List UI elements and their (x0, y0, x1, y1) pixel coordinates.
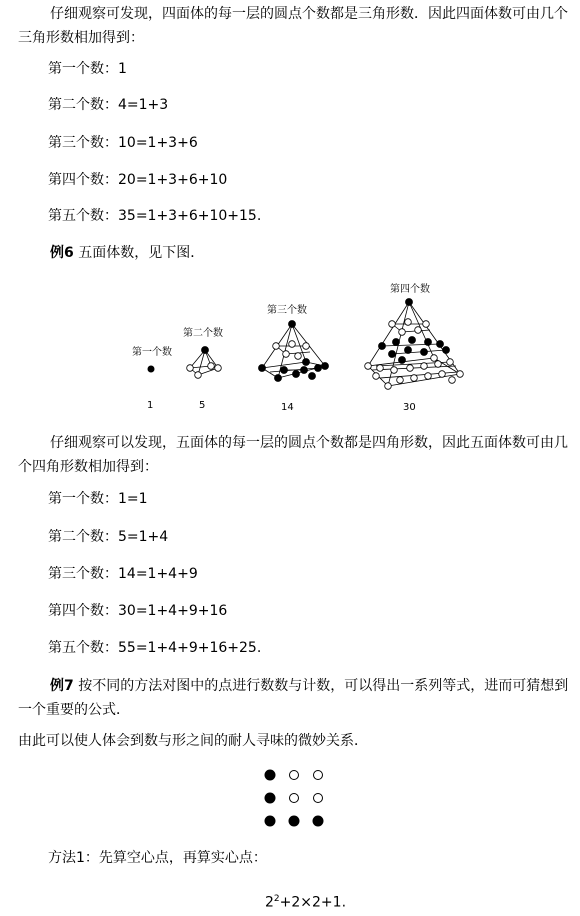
tetra-list-item-4: 第四个数：20=1+3+6+10 (48, 172, 228, 188)
pyramid-title-1: 第一个数 (132, 347, 172, 358)
pyramid3 (259, 321, 329, 382)
example6-text: 五面体数，见下图． (78, 245, 205, 261)
intro-pentahedral-paragraph: 仔细观察可以发现，五面体的每一层的圆点个数都是四角形数，因此五面体数可由几个四角形数相加得到： (18, 435, 568, 475)
pyramid-value-3: 14 (281, 402, 294, 413)
intro-tetrahedral-paragraph: 仔细观察可发现，四面体的每一层的圆点个数都是三角形数．因此四面体数可由几个三角形数相加得到： (18, 6, 568, 46)
pyramid2 (187, 347, 222, 379)
solid-dot (265, 793, 275, 803)
penta-list-item-5: 第五个数：55=1+4+9+16+25. (48, 640, 262, 656)
example6-label: 例6 (50, 245, 74, 261)
tetra-list-item-2: 第二个数：4=1+3 (48, 97, 169, 113)
dot-grid-figure (255, 762, 335, 832)
method1-label: 方法1：先算空心点，再算实心点： (48, 850, 267, 866)
pyramid-title-2: 第二个数 (183, 328, 223, 339)
example7-text: 按不同的方法对图中的点进行数数与计数，可以得出一系列等式，进而可猜想到一个重要的公式． (18, 678, 569, 718)
pyramid4 (365, 299, 464, 390)
pyramid-title-4: 第四个数 (390, 284, 430, 295)
hollow-dot (290, 794, 299, 803)
penta-list-item-1: 第一个数：1=1 (48, 491, 148, 507)
tetra-list-item-3: 第三个数：10=1+3+6 (48, 135, 198, 151)
hollow-dot (314, 771, 323, 780)
tetra-list-item-5: 第五个数：35=1+3+6+10+15. (48, 208, 262, 224)
tetra-list-item-1: 第一个数：1 (48, 61, 127, 77)
solid-dot (289, 816, 299, 826)
method1-formula (265, 890, 346, 912)
formula-rest: +2×2+1. (279, 894, 347, 911)
pyramid-value-2: 5 (199, 400, 206, 411)
formula-base: 2 (265, 894, 274, 911)
solid-dot (265, 770, 275, 780)
example7-label: 例7 (50, 678, 74, 694)
solid-dot (265, 816, 275, 826)
formula-exponent: 2 (273, 894, 280, 904)
solid-dot (313, 816, 323, 826)
penta-list-item-4: 第四个数：30=1+4+9+16 (48, 603, 228, 619)
penta-list-item-3: 第三个数：14=1+4+9 (48, 566, 198, 582)
conclusion-text: 由此可以使人体会到数与形之间的耐人寻味的微妙关系． (18, 733, 368, 749)
pyramid1-dot (148, 366, 155, 373)
hollow-dot (314, 794, 323, 803)
pyramid-value-4: 30 (403, 402, 416, 413)
example7-paragraph (18, 674, 570, 722)
example6-heading (50, 244, 204, 262)
pyramid-numbers-figure (0, 270, 580, 420)
pyramid-title-3: 第三个数 (267, 305, 307, 316)
pyramid-value-1: 1 (147, 400, 154, 411)
penta-list-item-2: 第二个数：5=1+4 (48, 529, 169, 545)
hollow-dot (290, 771, 299, 780)
